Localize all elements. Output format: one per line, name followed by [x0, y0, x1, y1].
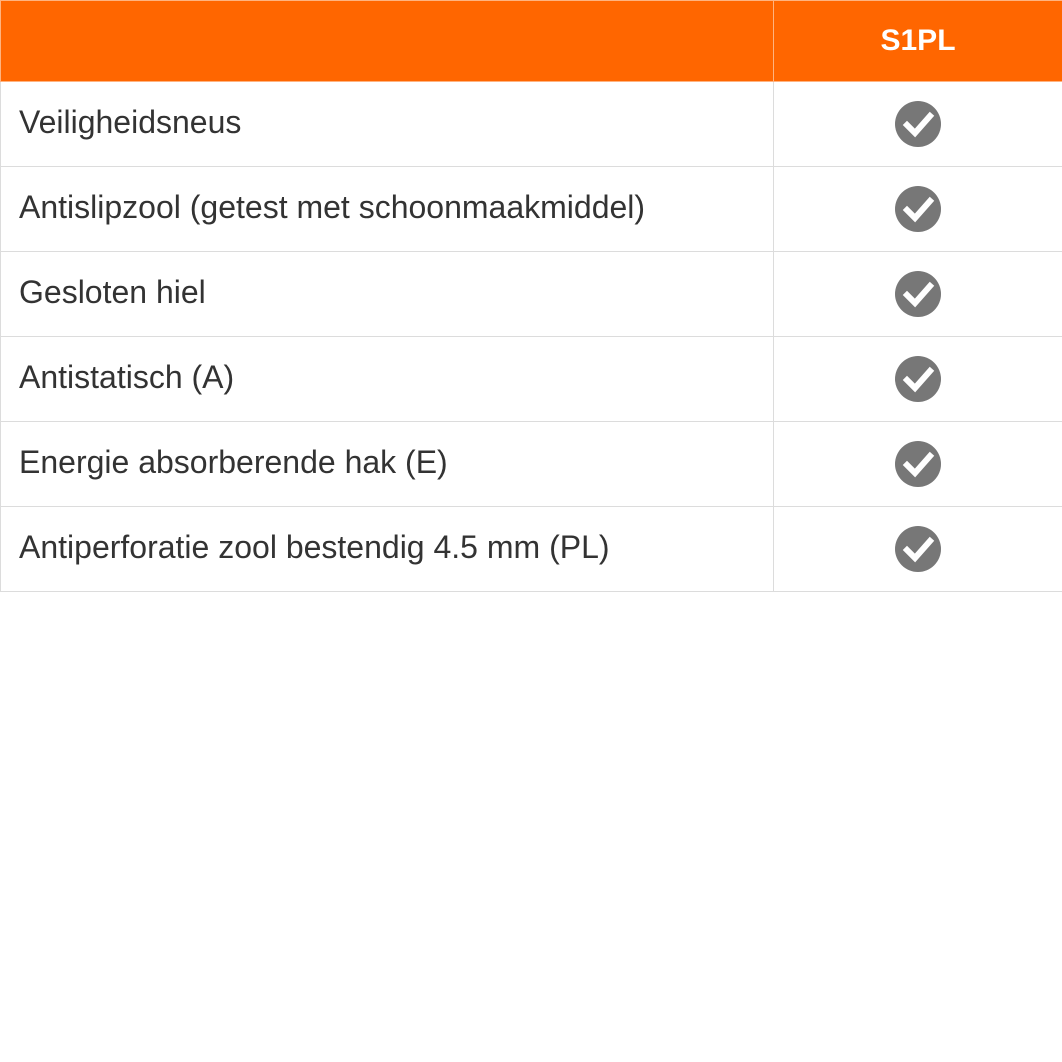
- table-row: [1, 337, 1062, 422]
- feature-cell: Veiligheidsneus: [1, 82, 774, 167]
- value-cell: [774, 337, 1062, 422]
- value-cell: [774, 82, 1062, 167]
- value-cell: [774, 167, 1062, 252]
- feature-cell: Antiperforatie zool bestendig 4.5 mm (PL): [1, 507, 774, 592]
- table-row: [1, 82, 1062, 167]
- value-cell: [774, 252, 1062, 337]
- feature-cell: Antistatisch (A): [1, 337, 774, 422]
- table-row: [1, 252, 1062, 337]
- table-header-row: [1, 1, 1062, 82]
- value-cell: [774, 507, 1062, 592]
- table-row: [1, 167, 1062, 252]
- check-circle-icon: [895, 441, 941, 487]
- feature-cell: Energie absorberende hak (E): [1, 422, 774, 507]
- check-circle-icon: [895, 356, 941, 402]
- check-circle-icon: [895, 186, 941, 232]
- value-cell: [774, 422, 1062, 507]
- feature-cell: Antislipzool (getest met schoonmaakmiddel): [1, 167, 774, 252]
- feature-cell: Gesloten hiel: [1, 252, 774, 337]
- header-feature-cell: [1, 1, 774, 82]
- check-circle-icon: [895, 101, 941, 147]
- check-circle-icon: [895, 526, 941, 572]
- table-row: [1, 422, 1062, 507]
- check-circle-icon: [895, 271, 941, 317]
- header-s1pl-cell: S1PL: [774, 1, 1062, 82]
- table-row: [1, 507, 1062, 592]
